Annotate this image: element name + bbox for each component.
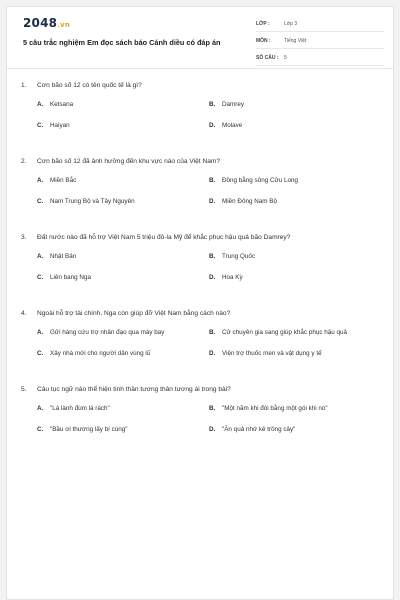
- meta-row-subject: [256, 34, 384, 49]
- worksheet-header: [7, 7, 393, 69]
- site-logo[interactable]: [23, 16, 70, 30]
- option-letter: D.: [209, 349, 216, 357]
- option-letter: A.: [37, 252, 44, 260]
- option-b[interactable]: [209, 250, 381, 262]
- question-list: [21, 81, 383, 461]
- option-b[interactable]: [209, 98, 381, 110]
- option-text: "Ăn quả nhớ kẻ trồng cây": [222, 425, 296, 433]
- question-stem: [21, 385, 383, 394]
- option-text: Miền Đông Nam Bộ: [222, 197, 277, 205]
- meta-label: MÔN :: [256, 37, 271, 44]
- option-group: [21, 250, 383, 292]
- option-d[interactable]: [209, 423, 381, 435]
- question-1: [21, 81, 383, 140]
- option-letter: D.: [209, 121, 216, 129]
- question-text: Cơn bão số 12 đã ảnh hưởng đến khu vực nào của Việt Nam?: [37, 158, 221, 165]
- question-stem: [21, 309, 383, 318]
- option-c[interactable]: [37, 195, 209, 207]
- question-number: 2.: [21, 158, 27, 165]
- option-text: Liên bang Nga: [50, 273, 91, 281]
- option-a[interactable]: [37, 174, 209, 186]
- option-letter: D.: [209, 197, 216, 205]
- option-c[interactable]: [37, 423, 209, 435]
- question-3: [21, 233, 383, 292]
- option-text: "Lá lành đùm lá rách": [50, 404, 110, 412]
- option-c[interactable]: [37, 347, 209, 359]
- meta-label: LỚP :: [256, 20, 270, 27]
- option-b[interactable]: [209, 174, 381, 186]
- option-letter: A.: [37, 404, 44, 412]
- option-c[interactable]: [37, 119, 209, 131]
- logo-suffix: .vn: [57, 21, 71, 29]
- question-text: Câu tục ngữ nào thể hiện tinh thần tương thân tương ái trong bài?: [37, 386, 231, 393]
- question-number: 4.: [21, 310, 27, 317]
- option-text: "Bầu ơi thương lấy bí cùng": [50, 425, 128, 433]
- option-letter: D.: [209, 425, 216, 433]
- option-letter: A.: [37, 100, 44, 108]
- question-number: 3.: [21, 234, 27, 241]
- meta-info: [256, 17, 384, 68]
- option-b[interactable]: [209, 326, 381, 338]
- option-letter: C.: [37, 121, 44, 129]
- meta-row-class: [256, 17, 384, 32]
- logo-main: 2048: [23, 16, 58, 30]
- question-5: [21, 385, 383, 444]
- option-letter: B.: [209, 252, 216, 260]
- option-text: "Một năm khi đói bằng một gói khi no": [222, 404, 328, 412]
- option-letter: A.: [37, 176, 44, 184]
- meta-row-count: [256, 51, 384, 66]
- option-text: Đồng bằng sông Cửu Long: [222, 176, 298, 184]
- option-text: Molave: [222, 121, 243, 129]
- option-text: Viện trợ thuốc men và vật dụng y tế: [222, 349, 322, 357]
- option-text: Xây nhà mới cho người dân vùng lũ: [50, 349, 151, 357]
- option-text: Gửi hàng cứu trợ nhân đạo qua máy bay: [50, 328, 165, 336]
- option-text: Ketsana: [50, 100, 74, 108]
- option-group: [21, 402, 383, 444]
- meta-label: SỐ CÂU :: [256, 54, 279, 61]
- question-stem: [21, 81, 383, 90]
- option-text: Cử chuyên gia sang giúp khắc phục hậu quả: [222, 328, 347, 336]
- document-title: 5 câu trắc nghiệm Em đọc sách báo Cánh diều có đáp án: [23, 38, 221, 47]
- option-text: Nam Trung Bộ và Tây Nguyên: [50, 197, 135, 205]
- option-a[interactable]: [37, 402, 209, 414]
- meta-value: Lớp 3: [284, 20, 298, 27]
- question-text: Đất nước nào đã hỗ trợ Việt Nam 5 triệu đô-la Mỹ để khắc phục hậu quả bão Damrey?: [37, 234, 291, 241]
- option-a[interactable]: [37, 250, 209, 262]
- option-letter: A.: [37, 328, 44, 336]
- meta-value: Tiếng Việt: [284, 37, 307, 44]
- option-group: [21, 326, 383, 368]
- option-c[interactable]: [37, 271, 209, 283]
- option-letter: B.: [209, 176, 216, 184]
- meta-value: 5: [284, 54, 287, 61]
- option-letter: C.: [37, 349, 44, 357]
- option-letter: B.: [209, 100, 216, 108]
- option-a[interactable]: [37, 98, 209, 110]
- option-text: Miền Bắc: [50, 176, 77, 184]
- option-letter: B.: [209, 328, 216, 336]
- option-text: Trung Quốc: [222, 252, 256, 260]
- option-letter: B.: [209, 404, 216, 412]
- option-d[interactable]: [209, 347, 381, 359]
- worksheet-page: [6, 6, 394, 600]
- option-letter: C.: [37, 425, 44, 433]
- option-d[interactable]: [209, 195, 381, 207]
- option-text: Damrey: [222, 100, 245, 108]
- option-group: [21, 174, 383, 216]
- option-text: Haiyan: [50, 121, 70, 129]
- question-stem: [21, 157, 383, 166]
- option-group: [21, 98, 383, 140]
- question-stem: [21, 233, 383, 242]
- option-letter: C.: [37, 197, 44, 205]
- option-d[interactable]: [209, 271, 381, 283]
- option-d[interactable]: [209, 119, 381, 131]
- question-text: Cơn bão số 12 có tên quốc tế là gì?: [37, 82, 142, 89]
- option-text: Nhật Bản: [50, 252, 77, 260]
- option-letter: C.: [37, 273, 44, 281]
- question-number: 1.: [21, 82, 27, 89]
- option-a[interactable]: [37, 326, 209, 338]
- question-text: Ngoài hỗ trợ tài chính, Nga còn giúp đỡ Việt Nam bằng cách nào?: [37, 310, 231, 317]
- option-letter: D.: [209, 273, 216, 281]
- question-4: [21, 309, 383, 368]
- option-text: Hoa Kỳ: [222, 273, 243, 281]
- question-2: [21, 157, 383, 216]
- option-b[interactable]: [209, 402, 381, 414]
- question-number: 5.: [21, 386, 27, 393]
